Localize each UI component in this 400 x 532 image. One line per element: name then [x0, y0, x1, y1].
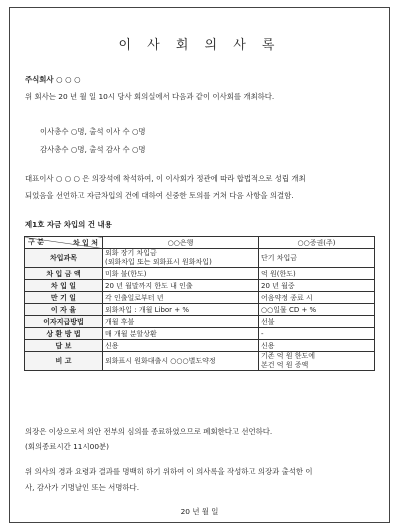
document-date: 20 년 월 일 — [180, 507, 219, 516]
table-cell: 개월 후불 — [103, 316, 259, 328]
table-cell: 단기 차입금 — [259, 249, 375, 268]
document-title: 이 사 회 의 사 록 — [118, 38, 281, 53]
table-cell — [103, 249, 259, 268]
closing-time: (회의종료시간 11시00분) — [25, 442, 110, 451]
row-label: 차 입 금 액 — [25, 268, 103, 280]
cell-line: 외화 장기 차입금 — [105, 249, 157, 257]
table-row — [25, 249, 375, 268]
table-header-row — [25, 237, 375, 249]
table-cell: 억 원(한도) — [259, 268, 375, 280]
table-cell: 외화표시 원화대출시 ○○○별도약정 — [103, 352, 259, 371]
corner-category-label: 구 분 — [28, 238, 44, 246]
row-label: 담 보 — [25, 340, 103, 352]
loan-table — [24, 236, 375, 371]
company-name: 주식회사 ○ ○ ○ — [25, 75, 81, 84]
row-label: 이 자 율 — [25, 304, 103, 316]
table-cell: 신용 — [259, 340, 375, 352]
table-cell: 외화차입 : 개월 Libor + % — [103, 304, 259, 316]
lender-securities-header: ○○증권(주) — [259, 237, 375, 249]
table-row — [25, 268, 375, 280]
row-label: 만 기 일 — [25, 292, 103, 304]
chair-statement-line1: 대표이사 ○ ○ ○ 은 의장석에 착석하여, 이 이사회가 정관에 따라 합법적으로 성립 개최 — [25, 174, 306, 183]
table-cell: 미화 불(한도) — [103, 268, 259, 280]
row-label: 비 고 — [25, 352, 103, 371]
table-cell: 20 년 월중 — [259, 280, 375, 292]
auditors-count: 감사총수 ○명, 출석 감사 수 ○명 — [40, 145, 146, 154]
table-row — [25, 340, 375, 352]
agenda-heading: 제1호 자금 차입의 건 내용 — [25, 220, 112, 229]
table-cell: 어음약정 종료 시 — [259, 292, 375, 304]
lender-bank-header: ○○은행 — [103, 237, 259, 249]
table-cell: - — [259, 328, 375, 340]
directors-count: 이사총수 ○명, 출석 이사 수 ○명 — [40, 127, 146, 136]
table-row — [25, 328, 375, 340]
table-row — [25, 316, 375, 328]
corner-lender-label: 차 입 처 — [72, 239, 98, 247]
row-label: 상 환 방 법 — [25, 328, 103, 340]
closing-declaration: 의장은 이상으로서 의안 전부의 심의를 종료하였으므로 폐회한다고 선언하다. — [25, 427, 273, 436]
table-cell: ○○일물 CD + % — [259, 304, 375, 316]
chair-statement-line2: 되었음을 선언하고 자금차입의 건에 대하여 신중한 토의를 거쳐 다음 사항을 의결함. — [25, 191, 294, 200]
table-cell — [259, 352, 375, 371]
table-row — [25, 292, 375, 304]
table-cell: 20 년 월말까지 한도 내 인출 — [103, 280, 259, 292]
table-cell: 각 인출일로부터 년 — [103, 292, 259, 304]
row-label: 차입과목 — [25, 249, 103, 268]
closing-statement-line1: 위 의사의 경과 요령과 결과를 명백히 하기 위하여 이 의사록을 작성하고 의장과 출석한 이 — [25, 467, 313, 476]
row-label: 이자지급방법 — [25, 316, 103, 328]
table-corner-cell — [25, 237, 103, 249]
table-row — [25, 304, 375, 316]
cell-line: (외화차입 또는 외화표시 원화차입) — [105, 258, 212, 266]
intro-text: 위 회사는 20 년 월 일 10시 당사 회의실에서 다음과 같이 이사회를 개최하다. — [25, 92, 275, 101]
cell-line: 기존 억 원 한도에 — [261, 352, 316, 360]
table-row — [25, 352, 375, 371]
table-cell: 매 개월 분할상환 — [103, 328, 259, 340]
table-row — [25, 280, 375, 292]
document-page — [9, 7, 390, 523]
cell-line: 본건 억 원 증액 — [261, 361, 309, 369]
table-cell: 신용 — [103, 340, 259, 352]
row-label: 차 입 일 — [25, 280, 103, 292]
closing-statement-line2: 사, 감사가 기명날인 또는 서명하다. — [25, 483, 140, 492]
table-cell: 선불 — [259, 316, 375, 328]
